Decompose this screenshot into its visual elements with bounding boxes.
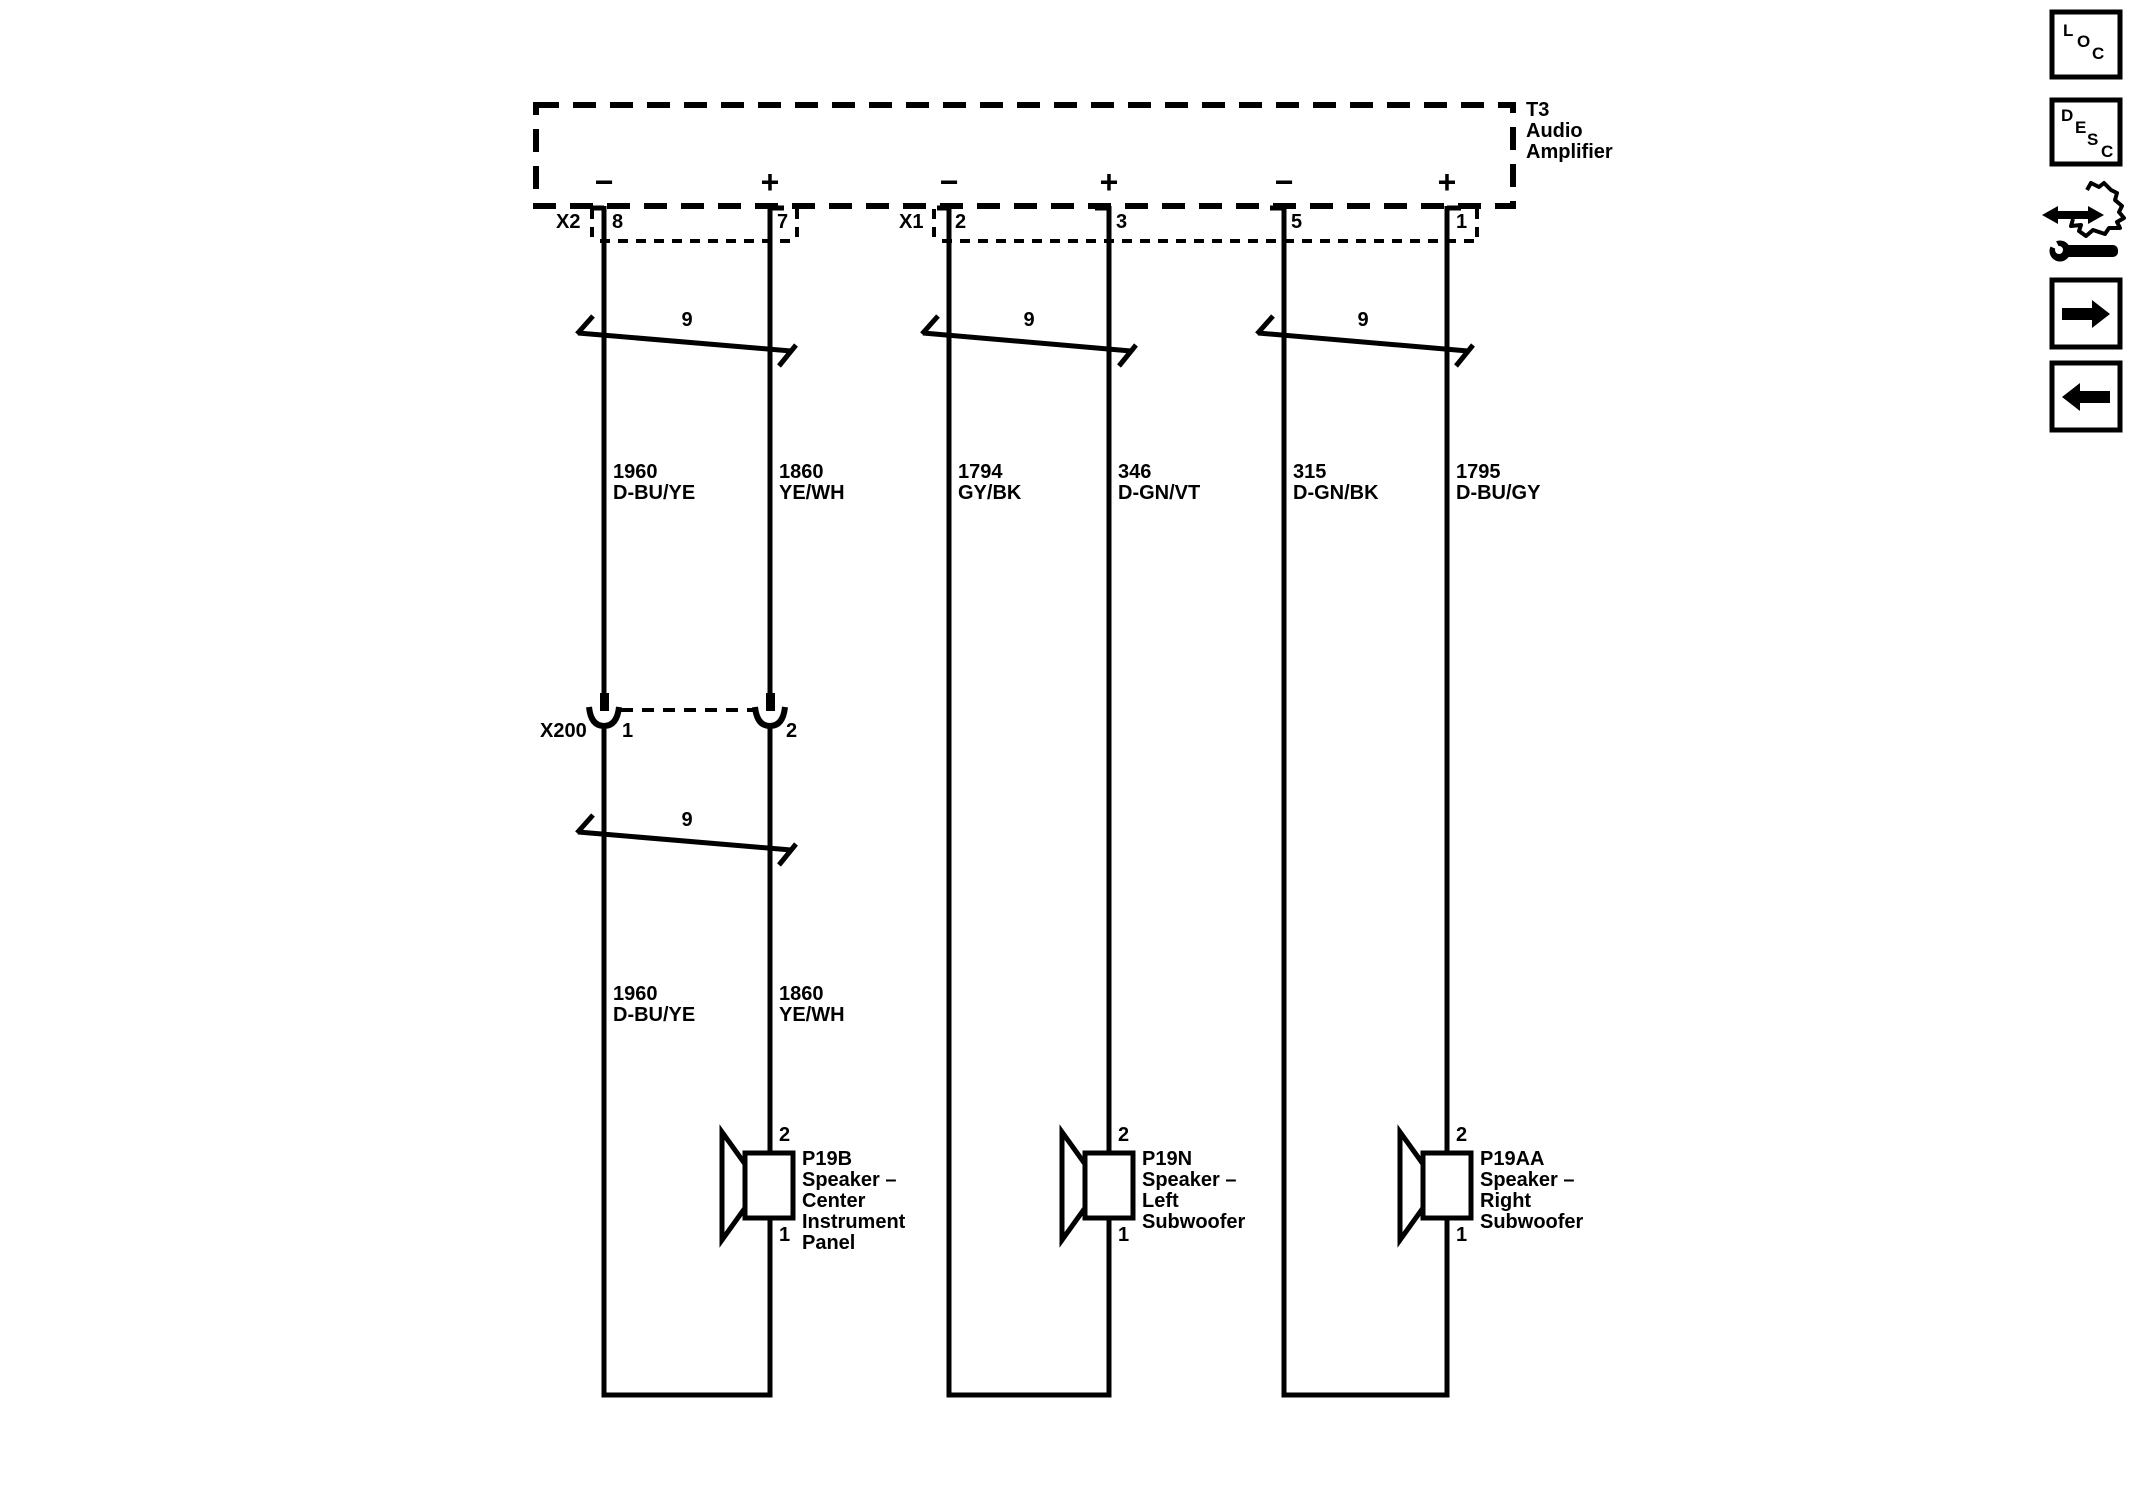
amplifier-label: T3 Audio Amplifier: [1526, 99, 1613, 163]
pin-x2-8: 8: [612, 211, 624, 233]
forward-button[interactable]: [2052, 280, 2120, 347]
speaker-p19n-pin-2: 2: [1118, 1124, 1130, 1146]
desc-letter: S: [2087, 130, 2099, 149]
amplifier-dashed-box: [536, 105, 1513, 206]
speaker-p19aa-pin-1: 1: [1456, 1224, 1468, 1246]
polarity-negative: −: [594, 164, 614, 200]
desc-button[interactable]: [2052, 100, 2120, 164]
pin-x200-2: 2: [786, 720, 798, 742]
connector-x1-label: X1: [899, 211, 924, 233]
speaker-p19b-pin-1: 1: [779, 1224, 791, 1246]
polarity-negative: −: [1274, 164, 1294, 200]
desc-letter: C: [2101, 142, 2114, 161]
twist-ref: 9: [1357, 309, 1369, 331]
polarity-positive: +: [760, 164, 780, 200]
desc-letter: E: [2075, 118, 2087, 137]
speaker-p19n-pin-1: 1: [1118, 1224, 1130, 1246]
connector-x200-symbol: [589, 693, 785, 726]
speaker-p19b-label: P19B Speaker – Center Instrument Panel: [802, 1148, 906, 1254]
loc-letter: O: [2077, 32, 2091, 51]
connector-x1-outline: [934, 209, 1477, 243]
twist-ref: 9: [1023, 309, 1035, 331]
polarity-positive: +: [1099, 164, 1119, 200]
arrow-right-icon: [2062, 300, 2110, 328]
pin-x200-1: 1: [622, 720, 634, 742]
pin-x1-5: 5: [1291, 211, 1303, 233]
vehicle-outline-shape: [2071, 183, 2124, 236]
circuit-label: 1860 YE/WH: [779, 461, 845, 504]
circuit-label: 1795 D-BU/GY: [1456, 461, 1541, 504]
loc-letter: C: [2092, 44, 2105, 63]
pin-x1-2: 2: [955, 211, 967, 233]
polarity-positive: +: [1437, 164, 1457, 200]
amplifier-ref: T3: [1526, 99, 1550, 121]
vehicle-repair-icon[interactable]: [2042, 183, 2124, 262]
connector-x200-label: X200: [540, 720, 587, 742]
circuit-label: 315 D-GN/BK: [1293, 461, 1379, 504]
arrow-left-icon: [2062, 383, 2110, 411]
back-button[interactable]: [2052, 363, 2120, 430]
speaker-p19aa-pin-2: 2: [1456, 1124, 1468, 1146]
circuit-label: 1960 D-BU/YE: [613, 461, 696, 504]
circuit-label: 1960 D-BU/YE: [613, 983, 696, 1026]
twisted-pair-symbols: [577, 316, 1473, 865]
twist-ref: 9: [681, 809, 693, 831]
desc-letter: D: [2061, 106, 2074, 125]
pin-x2-7: 7: [777, 211, 789, 233]
twist-ref: 9: [681, 309, 693, 331]
circuit-label: 346 D-GN/VT: [1118, 461, 1201, 504]
speaker-p19aa-label: P19AA Speaker – Right Subwoofer: [1480, 1148, 1584, 1233]
pin-x1-1: 1: [1456, 211, 1468, 233]
speaker-p19n-label: P19N Speaker – Left Subwoofer: [1142, 1148, 1246, 1233]
circuit-label: 1860 YE/WH: [779, 983, 845, 1026]
speaker-p19b-pin-2: 2: [779, 1124, 791, 1146]
connector-x2-label: X2: [556, 211, 581, 233]
loc-letter: L: [2063, 21, 2074, 40]
loc-button[interactable]: [2052, 12, 2120, 77]
circuit-label: 1794 GY/BK: [958, 461, 1022, 504]
pin-x1-3: 3: [1116, 211, 1128, 233]
polarity-negative: −: [939, 164, 959, 200]
